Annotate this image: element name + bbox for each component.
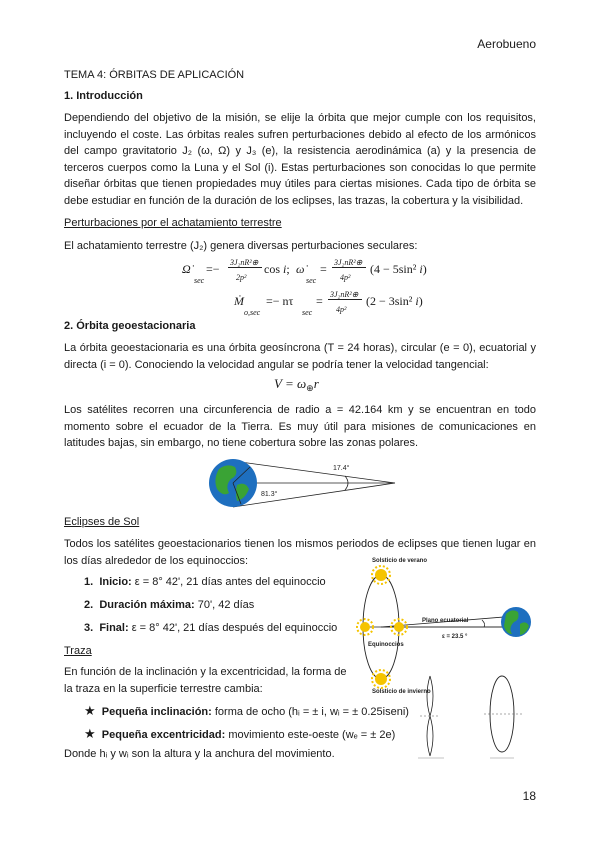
traza-footer: Donde hᵢ y wᵢ son la altura y la anchura del movimiento.	[64, 748, 335, 760]
traza-bullet-1: ★ Pequeña inclinación: forma de ocho (hᵢ = ± i, wᵢ = ± 0.25iseni)	[84, 703, 409, 718]
header-brand: Aerobueno	[477, 37, 536, 51]
eclipse-item-1: 1. Inicio: ε = 8° 42', 21 días antes del equinoccio	[84, 576, 326, 588]
section-heading-geoestacionaria: 2. Órbita geoestacionaria	[64, 320, 196, 332]
eclipse-item-2: 2. Duración máxima: 70', 42 días	[84, 599, 255, 611]
traza-bullet-2: ★ Pequeña excentricidad: movimiento este-oeste (wₑ = ± 2e)	[84, 726, 396, 741]
earth-icon	[501, 607, 531, 637]
traza-subtitle: Traza	[64, 645, 92, 657]
sun-icon	[372, 670, 390, 688]
traza-paragraph: En función de la inclinación y la excentricidad, la forma de la traza en la superficie terrestre cambia:	[64, 666, 347, 695]
section-heading-introduccion: 1. Introducción	[64, 90, 143, 102]
angle-81-label: 81.3°	[261, 491, 278, 498]
angle-17-label: 17.4°	[333, 465, 350, 472]
eclipses-subtitle: Eclipses de Sol	[64, 516, 140, 528]
page-number: 18	[522, 789, 536, 803]
summer-solstice-label: Solsticio de verano	[372, 558, 428, 564]
coverage-figure	[205, 455, 405, 515]
star-icon: ★	[84, 703, 96, 718]
equatorial-plane-label: Plano ecuatorial	[422, 618, 469, 624]
star-icon: ★	[84, 726, 96, 741]
equinox-label: Equinoccios	[368, 642, 404, 648]
eclipses-paragraph: Todos los satélites geoestacionarios tienen los mismos periodos de eclipses que tienen lugar en los días alrededor de los equinoccios:	[64, 538, 536, 567]
geo-paragraph-2: Los satélites recorren una circunferencia de radio a = 42.164 km y se encuentran en todo momento sobre el ecuador de la Tierra. Es muy útil para misiones de comunicaciones en latitudes bajas, sin embargo, no tiene cobertura sobre las zonas polares.	[64, 404, 536, 449]
page-title: TEMA 4: ÓRBITAS DE APLICACIÓN	[64, 69, 245, 81]
epsilon-angle-label: ε = 23.5 °	[442, 634, 468, 640]
equation-velocity: $V = \omega_\oplus r$	[274, 376, 319, 393]
intro-paragraph: Dependiendo del objetivo de la misión, se elije la órbita que mejor cumple con los requisitos, incluyendo el coste. Las órbitas reales sufren perturbaciones debido al efecto de los armónicos del campo gravitatorio J₂ (ω, Ω) y J₃ (e), la resistencia aerodinámica (a) y la presencia de terceros cuerpos como la Luna y el Sol (i). Estas perturbaciones son conocidas lo que permite diseñar órbitas que tienen propiedades muy útiles para ciertas misiones. Cada tipo de órbita se debe estudiar en función de la duración de los eclipses, las trazas, la cobertura y la visibilidad.	[64, 112, 536, 207]
perturbaciones-subtitle: Perturbaciones por el achatamiento terrestre	[64, 217, 282, 229]
geo-paragraph-1: La órbita geoestacionaria es una órbita geosíncrona (T = 24 horas), circular (e = 0), ecuatorial y directa (i = 0). Conociendo la velocidad angular se podría tener la velocidad tangencial:	[64, 342, 536, 371]
sun-icon	[372, 566, 390, 584]
winter-solstice-label: Solsticio de invierno	[372, 689, 431, 695]
perturbaciones-text: El achatamiento terrestre (J₂) genera diversas perturbaciones seculares:	[64, 240, 418, 252]
ground-track-figure	[414, 672, 534, 768]
eclipse-item-3: 3. Final: ε = 8° 42', 21 días después del equinoccio	[84, 622, 338, 634]
